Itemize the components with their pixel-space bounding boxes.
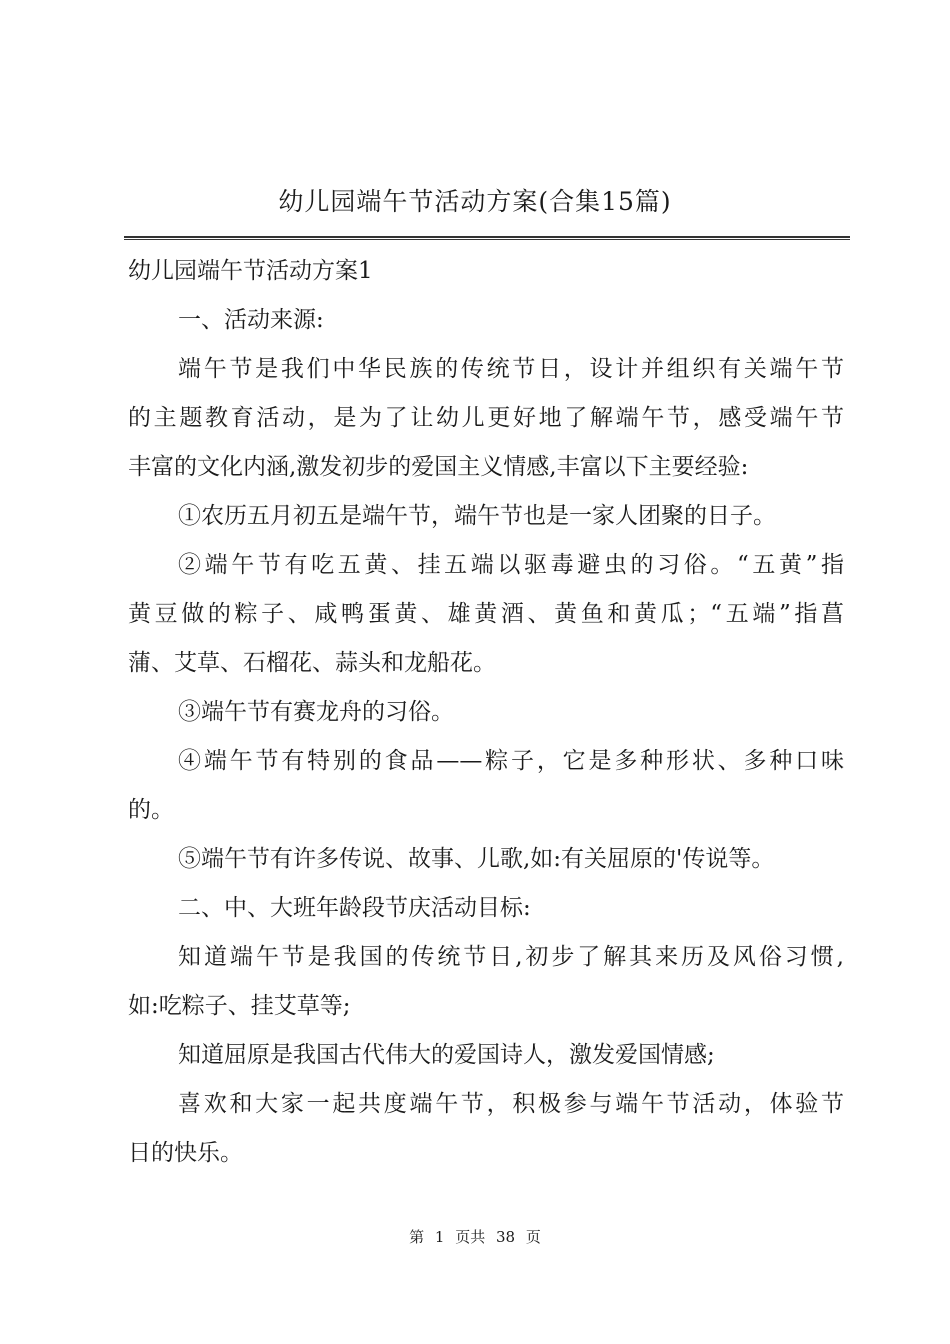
page-number-footer: 第 1 页共 38 页	[409, 1228, 541, 1246]
section-heading: 幼儿园端午节活动方案1	[128, 258, 373, 284]
paragraph-line: 知道端午节是我国的传统节日,初步了解其来历及风俗习惯,	[178, 944, 844, 970]
paragraph-line: ①农历五月初五是端午节，端午节也是一家人团聚的日子。	[178, 503, 776, 529]
paragraph-line: ④端午节有特别的食品——粽子，它是多种形状、多种口味	[178, 748, 844, 774]
paragraph-line: ②端午节有吃五黄、挂五端以驱毒避虫的习俗。“五黄”指	[178, 552, 844, 578]
paragraph-line: 的主题教育活动，是为了让幼儿更好地了解端午节，感受端午节	[128, 405, 844, 431]
paragraph-line: 喜欢和大家一起共度端午节，积极参与端午节活动，体验节	[178, 1091, 844, 1117]
paragraph-line: 日的快乐。	[128, 1140, 243, 1166]
paragraph-line: 的。	[128, 797, 174, 823]
document-title: 幼儿园端午节活动方案(合集15篇)	[278, 187, 672, 216]
title-divider	[124, 236, 850, 240]
paragraph-line: 一、活动来源:	[178, 307, 324, 333]
paragraph-line: 二、中、大班年龄段节庆活动目标:	[178, 895, 531, 921]
paragraph-line: 丰富的文化内涵,激发初步的爱国主义情感,丰富以下主要经验:	[128, 454, 749, 480]
paragraph-line: 知道屈原是我国古代伟大的爱国诗人，激发爱国情感;	[178, 1042, 715, 1068]
paragraph-line: 蒲、艾草、石榴花、蒜头和龙船花。	[128, 650, 496, 676]
paragraph-line: 如:吃粽子、挂艾草等;	[128, 993, 351, 1019]
paragraph-line: ⑤端午节有许多传说、故事、儿歌,如:有关屈原的'传说等。	[178, 846, 775, 872]
paragraph-line: 端午节是我们中华民族的传统节日，设计并组织有关端午节	[178, 356, 844, 382]
paragraph-line: 黄豆做的粽子、咸鸭蛋黄、雄黄酒、黄鱼和黄瓜；“五端”指菖	[128, 601, 844, 627]
document-body	[128, 247, 844, 1178]
paragraph-line: ③端午节有赛龙舟的习俗。	[178, 699, 454, 725]
